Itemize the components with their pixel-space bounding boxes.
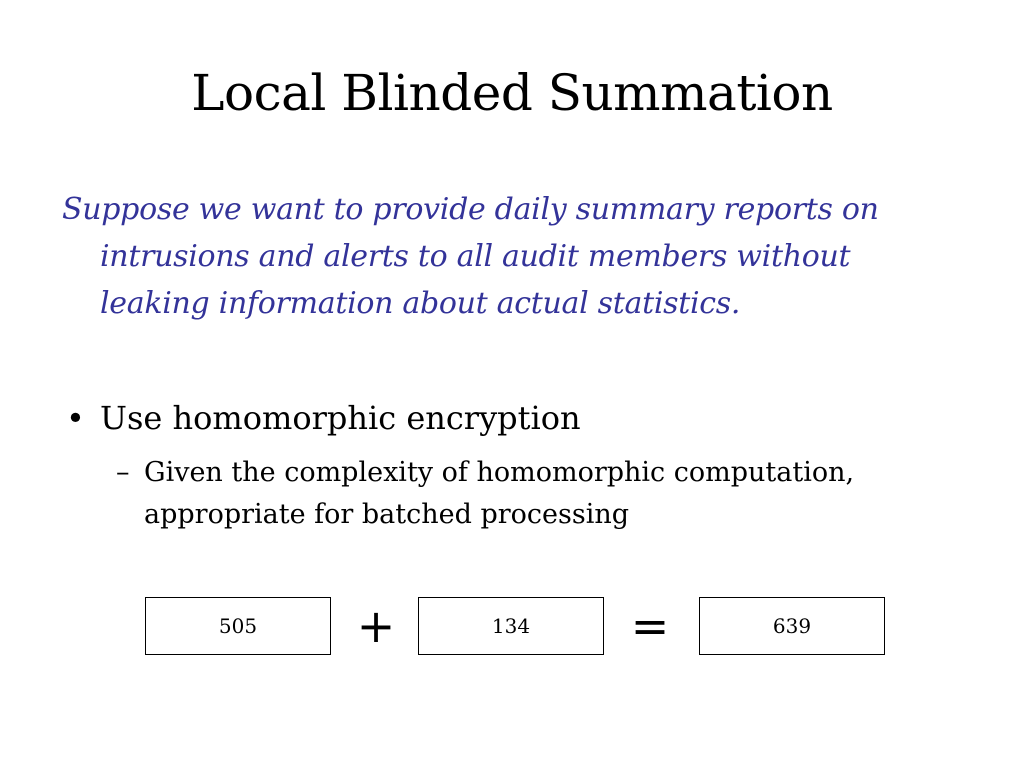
result-box: 639 <box>699 597 885 655</box>
operand-box-right: 134 <box>418 597 604 655</box>
sub-bullet-marker: – <box>116 457 130 488</box>
sub-bullet-text: Given the complexity of homomorphic computation, appropriate for batched processing <box>144 457 855 530</box>
equals-operator: = <box>630 599 670 653</box>
slide-title: Local Blinded Summation <box>191 64 833 122</box>
operand-box-left: 505 <box>145 597 331 655</box>
bullet-marker: • <box>66 399 85 437</box>
plus-operator: + <box>356 599 396 653</box>
bullet-text: Use homomorphic encryption <box>100 399 581 437</box>
intro-paragraph: Suppose we want to provide daily summary reports on intrusions and alerts to all audit members without leaking information about actual statistics. <box>62 192 879 321</box>
